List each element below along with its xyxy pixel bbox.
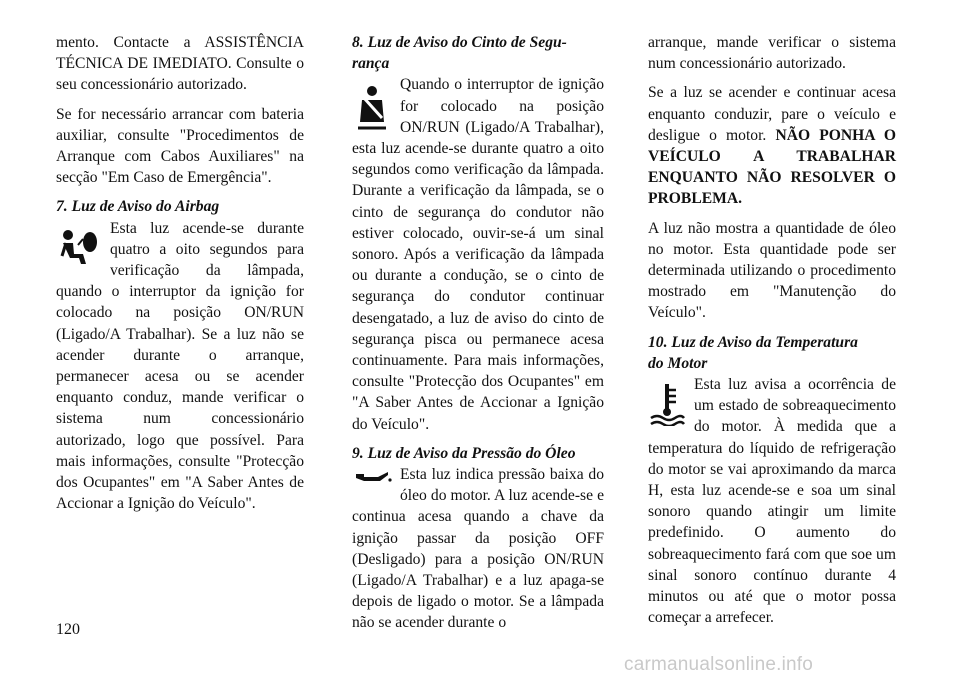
watermark: carmanualsonline.info: [624, 654, 814, 675]
oil-can-icon: [352, 468, 392, 486]
paragraph-jump-start: Se for necessário arrancar com bateria auxiliar, consulte "Procedimentos de Arranque com Cabos Auxiliares" na secção "Em Caso de Emergência".: [56, 105, 304, 187]
coolant-temperature-icon: [648, 382, 686, 426]
paragraph-oil-pressure: Esta luz indica pressão baixa do óleo do motor. A luz acende-se e continua acesa quando a chave da ignição passar da posição OFF (Desligado) para a posição ON/RUN (Ligado/A Trabalhar) e a luz apaga-se depois de ligado o motor. Se a lâmpada não se acender durante o: [352, 466, 604, 632]
heading-engine-temp-warning: [648, 332, 896, 374]
heading-temp-line1: 10. Luz de Aviso da Temperatura: [648, 333, 858, 351]
airbag-icon: [56, 226, 102, 268]
heading-seatbelt-line1: 8. Luz de Aviso do Cinto de Segu-: [352, 34, 567, 51]
text-stop-vehicle: Se a luz se acender e continuar acesa enquanto conduzir, pare o veículo e desligue o motor.: [648, 84, 896, 144]
paragraph-oil-start: arranque, mande verificar o sistema num concessionário autorizado.: [648, 34, 896, 73]
paragraph-seatbelt: Quando o interruptor de ignição for colocado na posição ON/RUN (Ligado/A Trabalhar), esta luz acende-se durante quatro a oito segundos como verificação da lâmpada. Durante a verificação da lâmpada, se o cinto de segurança do condutor não estiver colocado, ouvir-se-á um sinal sonoro. Após a verificação da lâmpada ou durante a condução, se o cinto de segurança do condutor continuar desengatado, a luz de aviso do cinto de segurança pisca ou permanece acesa continuamente. Para mais informações, consulte "Protecção dos Ocupantes" em "A Saber Antes de Accionar a Ignição do Veículo".: [352, 76, 604, 433]
paragraph-engine-temp: Esta luz avisa a ocorrência de um estado de sobreaquecimento do motor. À medida que a temperatura do líquido de refrigeração do motor se vai aproximando da marca H, esta luz acende-se e soa um sinal sonoro quando atingir um limite predefinido. O aumento do sobreaquecimento fará com que soe um sinal sonoro contínuo durante 4 minutos ou até que o motor possa começar a arrefecer.: [648, 376, 896, 627]
paragraph-assistance: mento. Contacte a ASSISTÊNCIA TÉCNICA DE IMEDIATO. Consulte o seu concessionário autorizado.: [56, 34, 304, 94]
airbag-section: [56, 218, 304, 515]
temperature-section: [648, 374, 896, 628]
oil-section: [352, 464, 604, 634]
column-left: [56, 32, 304, 522]
heading-temp-line2: do Motor: [648, 354, 708, 372]
page-number: 120: [56, 621, 80, 638]
heading-seatbelt-line2: rança: [352, 55, 390, 73]
paragraph-oil-level: A luz não mostra a quantidade de óleo no motor. Esta quantidade pode ser determinada utilizando o procedimento mostrado em "Manutenção do Veículo".: [648, 219, 896, 322]
column-middle: [352, 32, 604, 642]
heading-airbag-warning: 7. Luz de Aviso do Airbag: [56, 198, 220, 216]
seatbelt-icon: [352, 82, 392, 132]
text-warning-bold: NÃO PONHA O VEÍCULO A TRABALHAR ENQUANTO NÃO RESOLVER O PROBLEMA.: [648, 126, 896, 208]
column-right: [648, 32, 896, 636]
seatbelt-section: [352, 74, 604, 434]
heading-seatbelt-warning: [352, 32, 604, 74]
paragraph-oil-stop: [648, 82, 896, 209]
paragraph-airbag: Esta luz acende-se durante quatro a oito segundos para verificação da lâmpada, quando o interruptor da ignição for colocado na posição ON/RUN (Ligado/A Trabalhar). Se a luz não se acender durante o arranque, permanecer acesa ou se acender enquanto conduz, mande verificar o sistema num concessionário autorizado, logo que possível. Para mais informações, consulte "Protecção dos Ocupantes" em "A Saber Antes de Accionar a Ignição do Veículo".: [56, 219, 304, 513]
heading-oil-pressure-warning: 9. Luz de Aviso da Pressão do Óleo: [352, 444, 576, 462]
